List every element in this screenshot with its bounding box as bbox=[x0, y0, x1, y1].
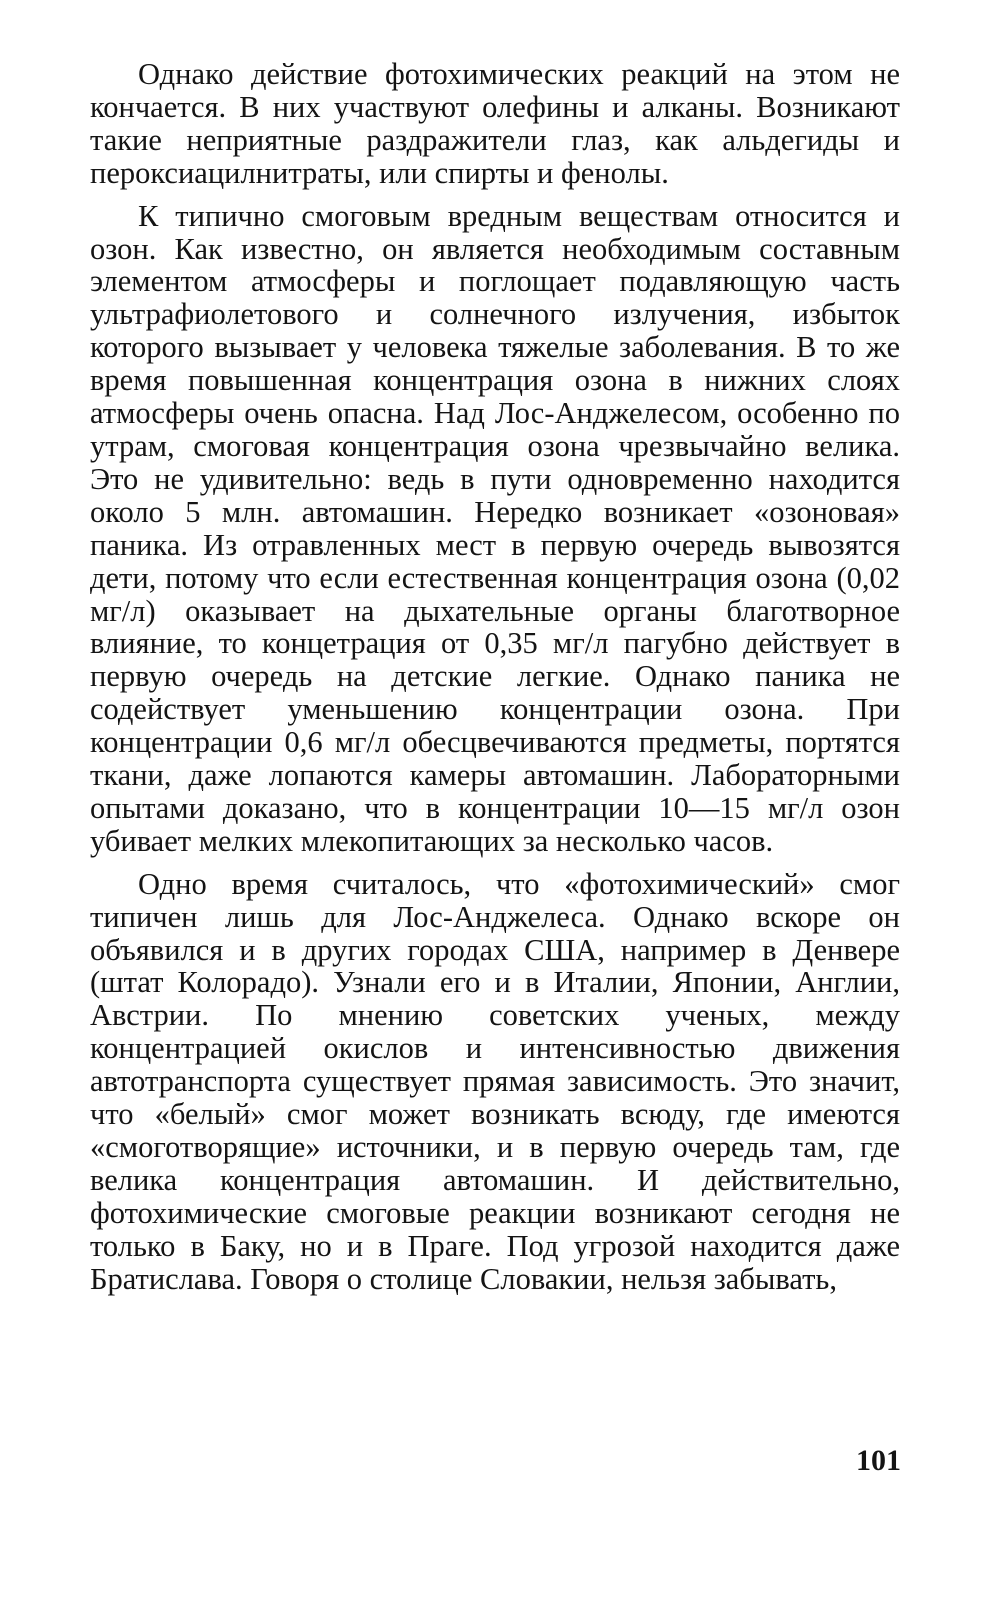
body-text bbox=[90, 58, 900, 1296]
page-number: 101 bbox=[856, 1444, 901, 1477]
paragraph-1: Однако действие фотохимических реакций на этом не кончается. В них участвуют олефины и алканы. Возникают такие неприятные раздражители глаз, как альдегиды и пероксиацилнитраты, или спирты и фенолы. bbox=[90, 57, 900, 190]
paragraph-2: К типично смоговым вредным веществам относится и озон. Как известно, он является необходимым составным элементом атмосферы и поглощает подавляющую часть ультрафиолетового и солнечного излучения, избыток которого вызывает у человека тяжелые заболевания. В то же время повышенная концентрация озона в нижних слоях атмосферы очень опасна. Над Лос-Анджелесом, особенно по утрам, смоговая концентрация озона чрезвычайно велика. Это не удивительно: ведь в пути одновременно находится около 5 млн. автомашин. Нередко возникает «озоновая» паника. Из отравленных мест в первую очередь вывозятся дети, потому что если естественная концентрация озона (0,02 мг/л) оказывает на дыхательные органы благотворное влияние, то концетрация от 0,35 мг/л пагубно действует в первую очередь на детские легкие. Однако паника не содействует уменьшению концентрации озона. При концентрации 0,6 мг/л обесцвечиваются предметы, портятся ткани, даже лопаются камеры автомашин. Лабораторными опытами доказано, что в концентрации 10—15 мг/л озон убивает мелких млекопитающих за несколько часов. bbox=[90, 198, 900, 858]
paragraph-3: Одно время считалось, что «фотохимический» смог типичен лишь для Лос-Анджелеса. Однако вскоре он объявился и в других городах США, например в Денвере (штат Колорадо). Узнали его и в Италии, Японии, Англии, Австрии. По мнению советских ученых, между концентрацией окислов и интенсивностью движения автотранспорта существует прямая зависимость. Это значит, что «белый» смог может возникать всюду, где имеются «смоготворящие» источники, и в первую очередь там, где велика концентрация автомашин. И действительно, фотохимические смоговые реакции возникают сегодня не только в Баку, но и в Праге. Под угрозой находится даже Братислава. Говоря о столице Словакии, нельзя забывать, bbox=[90, 866, 900, 1296]
